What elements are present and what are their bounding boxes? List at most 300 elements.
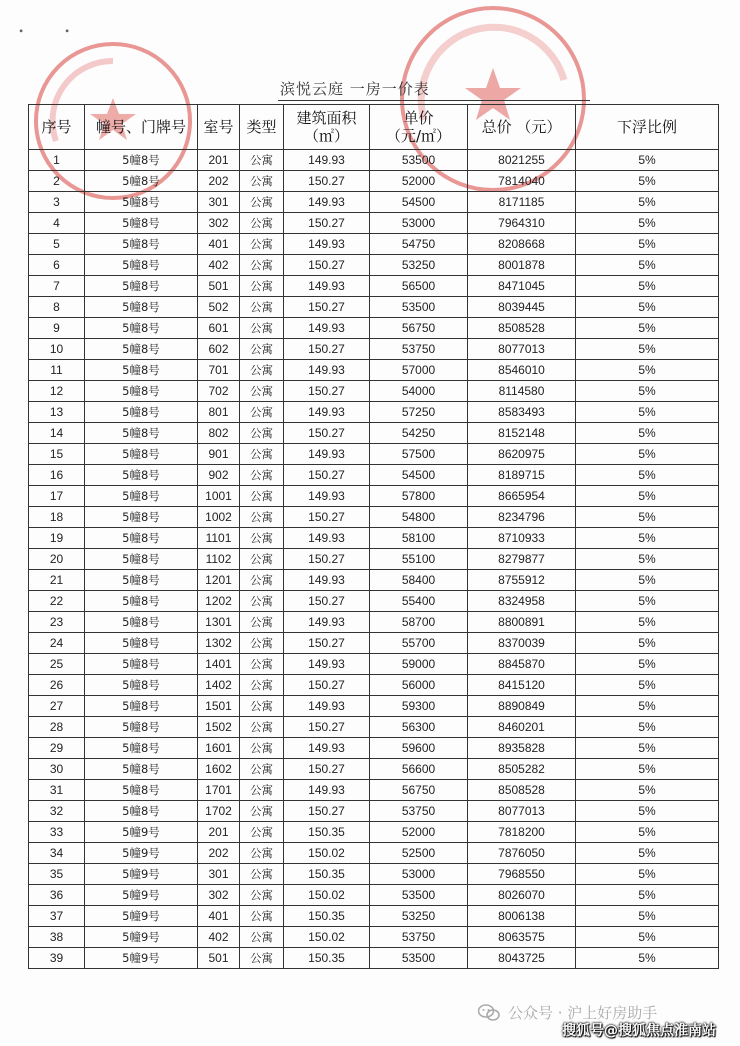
cell-total-price: 8546010 bbox=[468, 360, 576, 381]
cell-building: 5幢9号 bbox=[85, 906, 198, 927]
cell-building: 5幢8号 bbox=[85, 465, 198, 486]
cell-building: 5幢9号 bbox=[85, 822, 198, 843]
cell-type: 公寓 bbox=[240, 507, 284, 528]
cell-room: 801 bbox=[198, 402, 240, 423]
cell-discount: 5% bbox=[576, 423, 719, 444]
cell-discount: 5% bbox=[576, 318, 719, 339]
cell-total-price: 8077013 bbox=[468, 801, 576, 822]
table-row bbox=[29, 864, 719, 885]
scan-speck: ∙ bbox=[64, 26, 71, 37]
cell-area: 149.93 bbox=[284, 570, 370, 591]
cell-room: 302 bbox=[198, 213, 240, 234]
cell-type: 公寓 bbox=[240, 570, 284, 591]
cell-area: 149.93 bbox=[284, 528, 370, 549]
cell-type: 公寓 bbox=[240, 381, 284, 402]
cell-index: 36 bbox=[29, 885, 85, 906]
cell-room: 701 bbox=[198, 360, 240, 381]
cell-index: 29 bbox=[29, 738, 85, 759]
cell-type: 公寓 bbox=[240, 549, 284, 570]
cell-index: 35 bbox=[29, 864, 85, 885]
cell-unit-price: 53500 bbox=[370, 948, 468, 969]
cell-discount: 5% bbox=[576, 213, 719, 234]
cell-type: 公寓 bbox=[240, 255, 284, 276]
cell-total-price: 7964310 bbox=[468, 213, 576, 234]
cell-index: 7 bbox=[29, 276, 85, 297]
table-header-row bbox=[29, 105, 719, 150]
cell-room: 1002 bbox=[198, 507, 240, 528]
table-row bbox=[29, 297, 719, 318]
cell-type: 公寓 bbox=[240, 150, 284, 171]
cell-building: 5幢8号 bbox=[85, 675, 198, 696]
cell-unit-price: 54500 bbox=[370, 192, 468, 213]
cell-building: 5幢8号 bbox=[85, 213, 198, 234]
cell-type: 公寓 bbox=[240, 318, 284, 339]
cell-discount: 5% bbox=[576, 234, 719, 255]
table-row bbox=[29, 171, 719, 192]
cell-discount: 5% bbox=[576, 360, 719, 381]
cell-room: 402 bbox=[198, 927, 240, 948]
cell-room: 601 bbox=[198, 318, 240, 339]
header-unit-price: 单价 （元/㎡） bbox=[370, 105, 468, 150]
cell-index: 34 bbox=[29, 843, 85, 864]
cell-building: 5幢8号 bbox=[85, 738, 198, 759]
cell-area: 150.27 bbox=[284, 339, 370, 360]
cell-index: 17 bbox=[29, 486, 85, 507]
cell-unit-price: 52000 bbox=[370, 171, 468, 192]
cell-area: 149.93 bbox=[284, 276, 370, 297]
table-row bbox=[29, 192, 719, 213]
cell-room: 301 bbox=[198, 864, 240, 885]
cell-area: 149.93 bbox=[284, 654, 370, 675]
table-row bbox=[29, 360, 719, 381]
cell-unit-price: 56000 bbox=[370, 675, 468, 696]
cell-total-price: 8583493 bbox=[468, 402, 576, 423]
cell-index: 26 bbox=[29, 675, 85, 696]
cell-discount: 5% bbox=[576, 150, 719, 171]
table-row bbox=[29, 234, 719, 255]
cell-type: 公寓 bbox=[240, 339, 284, 360]
scan-speck: ∙ bbox=[18, 26, 25, 37]
cell-room: 1301 bbox=[198, 612, 240, 633]
table-row bbox=[29, 780, 719, 801]
cell-unit-price: 58400 bbox=[370, 570, 468, 591]
table-row bbox=[29, 633, 719, 654]
cell-unit-price: 54000 bbox=[370, 381, 468, 402]
cell-discount: 5% bbox=[576, 843, 719, 864]
cell-building: 5幢8号 bbox=[85, 801, 198, 822]
table-row bbox=[29, 927, 719, 948]
cell-area: 149.93 bbox=[284, 738, 370, 759]
cell-building: 5幢9号 bbox=[85, 864, 198, 885]
cell-area: 149.93 bbox=[284, 150, 370, 171]
cell-index: 20 bbox=[29, 549, 85, 570]
cell-type: 公寓 bbox=[240, 801, 284, 822]
cell-type: 公寓 bbox=[240, 192, 284, 213]
cell-building: 5幢8号 bbox=[85, 255, 198, 276]
cell-total-price: 8026070 bbox=[468, 885, 576, 906]
cell-room: 702 bbox=[198, 381, 240, 402]
cell-type: 公寓 bbox=[240, 759, 284, 780]
cell-room: 1201 bbox=[198, 570, 240, 591]
cell-room: 1401 bbox=[198, 654, 240, 675]
cell-building: 5幢8号 bbox=[85, 717, 198, 738]
cell-index: 16 bbox=[29, 465, 85, 486]
cell-unit-price: 57500 bbox=[370, 444, 468, 465]
cell-index: 21 bbox=[29, 570, 85, 591]
cell-discount: 5% bbox=[576, 171, 719, 192]
header-building: 幢号、门牌号 bbox=[85, 105, 198, 150]
cell-building: 5幢8号 bbox=[85, 654, 198, 675]
cell-unit-price: 54500 bbox=[370, 465, 468, 486]
table-row bbox=[29, 822, 719, 843]
cell-room: 901 bbox=[198, 444, 240, 465]
cell-discount: 5% bbox=[576, 654, 719, 675]
cell-area: 149.93 bbox=[284, 444, 370, 465]
table-row bbox=[29, 423, 719, 444]
cell-unit-price: 55700 bbox=[370, 633, 468, 654]
cell-discount: 5% bbox=[576, 612, 719, 633]
table-body bbox=[29, 150, 719, 969]
cell-room: 401 bbox=[198, 234, 240, 255]
cell-discount: 5% bbox=[576, 696, 719, 717]
cell-room: 501 bbox=[198, 276, 240, 297]
cell-room: 501 bbox=[198, 948, 240, 969]
cell-discount: 5% bbox=[576, 591, 719, 612]
cell-unit-price: 58700 bbox=[370, 612, 468, 633]
cell-area: 150.27 bbox=[284, 507, 370, 528]
cell-discount: 5% bbox=[576, 465, 719, 486]
cell-area: 150.27 bbox=[284, 633, 370, 654]
cell-area: 149.93 bbox=[284, 360, 370, 381]
cell-unit-price: 52000 bbox=[370, 822, 468, 843]
cell-index: 31 bbox=[29, 780, 85, 801]
table-row bbox=[29, 255, 719, 276]
cell-total-price: 8114580 bbox=[468, 381, 576, 402]
cell-room: 1101 bbox=[198, 528, 240, 549]
cell-discount: 5% bbox=[576, 192, 719, 213]
cell-unit-price: 53000 bbox=[370, 864, 468, 885]
table-row bbox=[29, 150, 719, 171]
table-row bbox=[29, 507, 719, 528]
cell-room: 1601 bbox=[198, 738, 240, 759]
cell-discount: 5% bbox=[576, 570, 719, 591]
cell-index: 8 bbox=[29, 297, 85, 318]
cell-area: 150.27 bbox=[284, 297, 370, 318]
cell-index: 10 bbox=[29, 339, 85, 360]
cell-type: 公寓 bbox=[240, 276, 284, 297]
cell-index: 13 bbox=[29, 402, 85, 423]
cell-total-price: 8505282 bbox=[468, 759, 576, 780]
cell-discount: 5% bbox=[576, 297, 719, 318]
cell-type: 公寓 bbox=[240, 402, 284, 423]
cell-total-price: 8800891 bbox=[468, 612, 576, 633]
cell-total-price: 8021255 bbox=[468, 150, 576, 171]
cell-type: 公寓 bbox=[240, 612, 284, 633]
table-row bbox=[29, 843, 719, 864]
cell-total-price: 7818200 bbox=[468, 822, 576, 843]
cell-index: 11 bbox=[29, 360, 85, 381]
cell-area: 149.93 bbox=[284, 192, 370, 213]
cell-discount: 5% bbox=[576, 885, 719, 906]
cell-building: 5幢8号 bbox=[85, 276, 198, 297]
cell-unit-price: 53750 bbox=[370, 927, 468, 948]
cell-type: 公寓 bbox=[240, 948, 284, 969]
cell-building: 5幢9号 bbox=[85, 885, 198, 906]
cell-building: 5幢8号 bbox=[85, 339, 198, 360]
cell-unit-price: 57250 bbox=[370, 402, 468, 423]
cell-unit-price: 57800 bbox=[370, 486, 468, 507]
table-row bbox=[29, 654, 719, 675]
cell-unit-price: 57000 bbox=[370, 360, 468, 381]
cell-total-price: 8171185 bbox=[468, 192, 576, 213]
cell-room: 302 bbox=[198, 885, 240, 906]
cell-unit-price: 53750 bbox=[370, 339, 468, 360]
cell-index: 9 bbox=[29, 318, 85, 339]
cell-discount: 5% bbox=[576, 759, 719, 780]
cell-discount: 5% bbox=[576, 864, 719, 885]
cell-type: 公寓 bbox=[240, 423, 284, 444]
table-row bbox=[29, 612, 719, 633]
cell-unit-price: 53500 bbox=[370, 885, 468, 906]
cell-type: 公寓 bbox=[240, 528, 284, 549]
cell-discount: 5% bbox=[576, 381, 719, 402]
table-row bbox=[29, 801, 719, 822]
cell-total-price: 8234796 bbox=[468, 507, 576, 528]
cell-type: 公寓 bbox=[240, 843, 284, 864]
cell-building: 5幢8号 bbox=[85, 486, 198, 507]
header-type: 类型 bbox=[240, 105, 284, 150]
cell-unit-price: 53750 bbox=[370, 801, 468, 822]
cell-index: 5 bbox=[29, 234, 85, 255]
table-row bbox=[29, 465, 719, 486]
cell-building: 5幢9号 bbox=[85, 843, 198, 864]
cell-room: 1001 bbox=[198, 486, 240, 507]
price-table bbox=[28, 104, 719, 969]
cell-total-price: 8324958 bbox=[468, 591, 576, 612]
cell-total-price: 8665954 bbox=[468, 486, 576, 507]
cell-room: 1602 bbox=[198, 759, 240, 780]
cell-discount: 5% bbox=[576, 801, 719, 822]
cell-total-price: 8415120 bbox=[468, 675, 576, 696]
cell-index: 23 bbox=[29, 612, 85, 633]
cell-unit-price: 59000 bbox=[370, 654, 468, 675]
table-row bbox=[29, 738, 719, 759]
cell-building: 5幢8号 bbox=[85, 171, 198, 192]
cell-area: 150.27 bbox=[284, 591, 370, 612]
cell-index: 19 bbox=[29, 528, 85, 549]
cell-area: 150.35 bbox=[284, 822, 370, 843]
cell-type: 公寓 bbox=[240, 906, 284, 927]
cell-discount: 5% bbox=[576, 633, 719, 654]
cell-building: 5幢8号 bbox=[85, 318, 198, 339]
cell-total-price: 8890849 bbox=[468, 696, 576, 717]
table-row bbox=[29, 591, 719, 612]
document-title: 滨悦云庭 一房一价表 bbox=[280, 80, 430, 98]
cell-unit-price: 59600 bbox=[370, 738, 468, 759]
cell-index: 2 bbox=[29, 171, 85, 192]
cell-building: 5幢8号 bbox=[85, 612, 198, 633]
cell-total-price: 7876050 bbox=[468, 843, 576, 864]
title-underline bbox=[278, 100, 590, 101]
cell-room: 1701 bbox=[198, 780, 240, 801]
cell-type: 公寓 bbox=[240, 297, 284, 318]
table-row bbox=[29, 549, 719, 570]
cell-type: 公寓 bbox=[240, 360, 284, 381]
cell-discount: 5% bbox=[576, 906, 719, 927]
cell-discount: 5% bbox=[576, 717, 719, 738]
cell-index: 33 bbox=[29, 822, 85, 843]
cell-unit-price: 53500 bbox=[370, 297, 468, 318]
table-row bbox=[29, 885, 719, 906]
sohu-watermark: 搜狐号@搜狐焦点淮南站 bbox=[562, 1023, 716, 1039]
cell-room: 502 bbox=[198, 297, 240, 318]
cell-building: 5幢8号 bbox=[85, 192, 198, 213]
cell-building: 5幢8号 bbox=[85, 444, 198, 465]
cell-room: 902 bbox=[198, 465, 240, 486]
cell-total-price: 8077013 bbox=[468, 339, 576, 360]
cell-building: 5幢8号 bbox=[85, 591, 198, 612]
cell-type: 公寓 bbox=[240, 675, 284, 696]
cell-building: 5幢8号 bbox=[85, 150, 198, 171]
cell-type: 公寓 bbox=[240, 738, 284, 759]
cell-type: 公寓 bbox=[240, 213, 284, 234]
cell-index: 18 bbox=[29, 507, 85, 528]
cell-total-price: 7968550 bbox=[468, 864, 576, 885]
cell-discount: 5% bbox=[576, 948, 719, 969]
cell-building: 5幢8号 bbox=[85, 402, 198, 423]
cell-type: 公寓 bbox=[240, 717, 284, 738]
cell-room: 1402 bbox=[198, 675, 240, 696]
cell-unit-price: 54800 bbox=[370, 507, 468, 528]
cell-unit-price: 56300 bbox=[370, 717, 468, 738]
cell-total-price: 8039445 bbox=[468, 297, 576, 318]
table-row bbox=[29, 318, 719, 339]
cell-room: 1102 bbox=[198, 549, 240, 570]
cell-building: 5幢8号 bbox=[85, 381, 198, 402]
header-discount: 下浮比例 bbox=[576, 105, 719, 150]
header-index: 序号 bbox=[29, 105, 85, 150]
table-row bbox=[29, 717, 719, 738]
cell-building: 5幢8号 bbox=[85, 633, 198, 654]
cell-building: 5幢8号 bbox=[85, 570, 198, 591]
header-room: 室号 bbox=[198, 105, 240, 150]
cell-area: 150.02 bbox=[284, 927, 370, 948]
cell-room: 202 bbox=[198, 171, 240, 192]
table-row bbox=[29, 696, 719, 717]
cell-area: 149.93 bbox=[284, 780, 370, 801]
cell-total-price: 8208668 bbox=[468, 234, 576, 255]
cell-building: 5幢8号 bbox=[85, 696, 198, 717]
cell-area: 150.27 bbox=[284, 381, 370, 402]
cell-room: 602 bbox=[198, 339, 240, 360]
cell-area: 150.02 bbox=[284, 885, 370, 906]
cell-building: 5幢8号 bbox=[85, 759, 198, 780]
cell-type: 公寓 bbox=[240, 885, 284, 906]
cell-unit-price: 54250 bbox=[370, 423, 468, 444]
cell-discount: 5% bbox=[576, 822, 719, 843]
cell-type: 公寓 bbox=[240, 654, 284, 675]
cell-type: 公寓 bbox=[240, 591, 284, 612]
cell-building: 5幢8号 bbox=[85, 297, 198, 318]
cell-building: 5幢8号 bbox=[85, 528, 198, 549]
table-row bbox=[29, 570, 719, 591]
cell-type: 公寓 bbox=[240, 780, 284, 801]
cell-index: 24 bbox=[29, 633, 85, 654]
cell-type: 公寓 bbox=[240, 444, 284, 465]
cell-area: 149.93 bbox=[284, 486, 370, 507]
cell-building: 5幢9号 bbox=[85, 927, 198, 948]
cell-unit-price: 56750 bbox=[370, 318, 468, 339]
table-row bbox=[29, 444, 719, 465]
cell-area: 149.93 bbox=[284, 612, 370, 633]
cell-type: 公寓 bbox=[240, 234, 284, 255]
cell-unit-price: 56600 bbox=[370, 759, 468, 780]
cell-unit-price: 58100 bbox=[370, 528, 468, 549]
cell-type: 公寓 bbox=[240, 171, 284, 192]
cell-room: 1501 bbox=[198, 696, 240, 717]
header-total-price: 总价 （元） bbox=[468, 105, 576, 150]
cell-area: 150.35 bbox=[284, 948, 370, 969]
cell-total-price: 8460201 bbox=[468, 717, 576, 738]
cell-index: 28 bbox=[29, 717, 85, 738]
cell-discount: 5% bbox=[576, 255, 719, 276]
cell-area: 149.93 bbox=[284, 696, 370, 717]
cell-total-price: 8063575 bbox=[468, 927, 576, 948]
cell-total-price: 8043725 bbox=[468, 948, 576, 969]
cell-room: 1202 bbox=[198, 591, 240, 612]
table-row bbox=[29, 759, 719, 780]
cell-discount: 5% bbox=[576, 927, 719, 948]
cell-type: 公寓 bbox=[240, 465, 284, 486]
cell-building: 5幢9号 bbox=[85, 948, 198, 969]
cell-total-price: 8189715 bbox=[468, 465, 576, 486]
cell-room: 202 bbox=[198, 843, 240, 864]
cell-unit-price: 56500 bbox=[370, 276, 468, 297]
cell-index: 22 bbox=[29, 591, 85, 612]
cell-total-price: 8006138 bbox=[468, 906, 576, 927]
cell-area: 149.93 bbox=[284, 234, 370, 255]
cell-area: 149.93 bbox=[284, 318, 370, 339]
cell-area: 150.27 bbox=[284, 171, 370, 192]
cell-index: 39 bbox=[29, 948, 85, 969]
cell-total-price: 8845870 bbox=[468, 654, 576, 675]
cell-unit-price: 53250 bbox=[370, 906, 468, 927]
cell-building: 5幢8号 bbox=[85, 423, 198, 444]
cell-building: 5幢8号 bbox=[85, 360, 198, 381]
cell-index: 32 bbox=[29, 801, 85, 822]
cell-unit-price: 53000 bbox=[370, 213, 468, 234]
cell-index: 38 bbox=[29, 927, 85, 948]
cell-total-price: 8935828 bbox=[468, 738, 576, 759]
cell-discount: 5% bbox=[576, 276, 719, 297]
cell-discount: 5% bbox=[576, 549, 719, 570]
cell-unit-price: 53250 bbox=[370, 255, 468, 276]
cell-discount: 5% bbox=[576, 738, 719, 759]
table-row bbox=[29, 528, 719, 549]
table-row bbox=[29, 948, 719, 969]
cell-unit-price: 55400 bbox=[370, 591, 468, 612]
table-row bbox=[29, 276, 719, 297]
cell-unit-price: 55100 bbox=[370, 549, 468, 570]
cell-discount: 5% bbox=[576, 528, 719, 549]
cell-unit-price: 56750 bbox=[370, 780, 468, 801]
cell-area: 150.35 bbox=[284, 906, 370, 927]
cell-total-price: 8001878 bbox=[468, 255, 576, 276]
cell-index: 4 bbox=[29, 213, 85, 234]
cell-room: 1702 bbox=[198, 801, 240, 822]
cell-index: 3 bbox=[29, 192, 85, 213]
cell-index: 37 bbox=[29, 906, 85, 927]
